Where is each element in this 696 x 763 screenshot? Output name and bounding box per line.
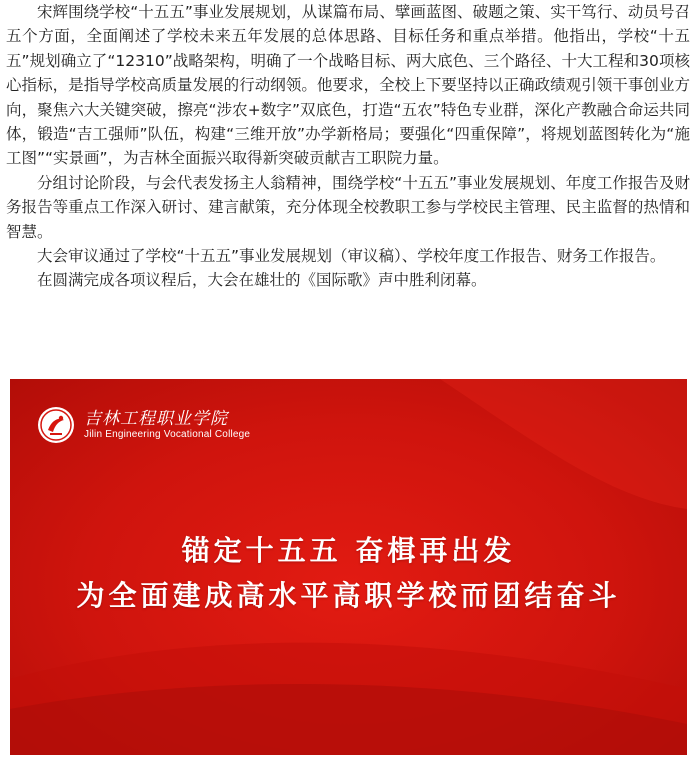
- college-emblem-icon: [36, 405, 76, 445]
- banner-slogan-line1: 锚定十五五 奋楫再出发: [181, 534, 516, 567]
- paragraph-plan-speech: 宋辉围绕学校“十五五”事业发展规划，从谋篇布局、擘画蓝图、破题之策、实干笃行、动员号召五个方面，全面阐述了学校未来五年发展的总体思路、目标任务和重点举措。他指出，学校“十五五”规划确立了“12310”战略架构，明确了一个战略目标、两大底色、三个路径、十大工程和30项核心指标，是指导学校高质量发展的行动纲领。他要求，全校上下要坚持以正确政绩观引领干事创业方向，聚焦六大关键突破，擦亮“涉农+数字”双底色，打造“五农”特色专业群，深化产教融合命运共同体，锻造“吉工强师”队伍，构建“三维开放”办学新格局；要强化“四重保障”，将规划蓝图转化为“施工图”“实景画”，为吉林全面振兴取得新突破贡献吉工职院力量。: [6, 3, 690, 168]
- paragraph-closing: 在圆满完成各项议程后，大会在雄壮的《国际歌》声中胜利闭幕。: [37, 271, 487, 290]
- article-body: [6, 0, 690, 293]
- banner-slogan-line2: 为全面建成高水平高职学校而团结奋斗: [76, 579, 621, 612]
- college-logo: [36, 405, 250, 445]
- paragraph-group-discussion: 分组讨论阶段，与会代表发扬主人翁精神，围绕学校“十五五”事业发展规划、年度工作报告及财务报告等重点工作深入研讨、建言献策，充分体现全校教职工参与学校民主管理、民主监督的热情和智慧。: [6, 173, 690, 241]
- logo-english-name: Jilin Engineering Vocational College: [84, 429, 251, 440]
- paragraph-approval: 大会审议通过了学校“十五五”事业发展规划（审议稿）、学校年度工作报告、财务工作报告。: [37, 247, 666, 266]
- event-banner-image: [10, 379, 687, 755]
- logo-chinese-name: 吉林工程职业学院: [84, 409, 228, 429]
